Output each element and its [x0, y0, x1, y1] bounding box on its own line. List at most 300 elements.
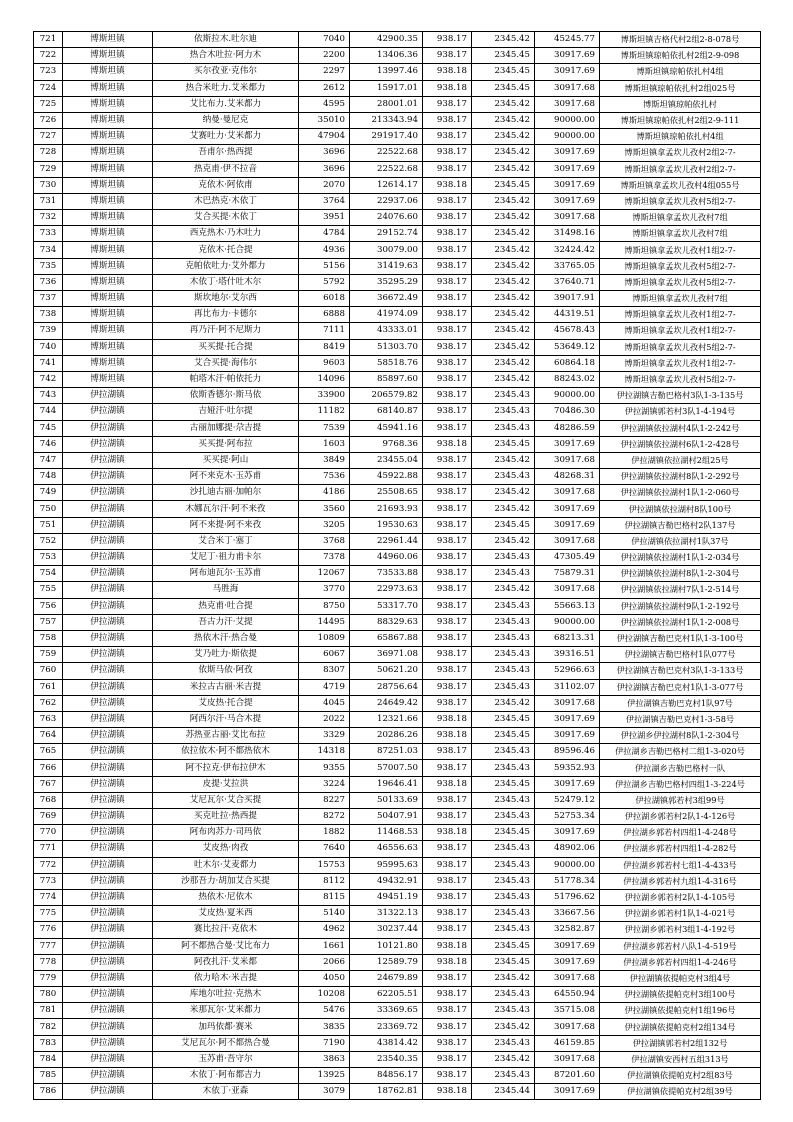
fee-cell: 2345.45	[472, 938, 535, 954]
total-cell: 52966.63	[535, 663, 600, 679]
total-cell: 30917.69	[535, 177, 600, 193]
amount-cell: 19646.41	[350, 776, 423, 792]
total-cell: 46159.85	[535, 1035, 600, 1051]
town-cell: 伊拉湖镇	[63, 663, 153, 679]
fee-cell: 2345.43	[472, 420, 535, 436]
row-number: 754	[34, 566, 63, 582]
town-cell: 伊拉湖镇	[63, 744, 153, 760]
address-cell: 博斯坦镇拿孟坎儿孜村2组2-7-	[600, 161, 761, 177]
name-cell: 克依木·阿依甫	[153, 177, 299, 193]
amount-cell: 206579.82	[350, 388, 423, 404]
subsidy-cell: 938.17	[423, 663, 472, 679]
subsidy-cell: 938.17	[423, 970, 472, 986]
row-number: 782	[34, 1019, 63, 1035]
table-row	[34, 663, 761, 679]
subsidy-cell: 938.17	[423, 307, 472, 323]
town-cell: 博斯坦镇	[63, 323, 153, 339]
amount-cell: 18762.81	[350, 1084, 423, 1100]
area-cell: 3205	[299, 517, 350, 533]
total-cell: 30917.69	[535, 938, 600, 954]
name-cell: 阿孜扎汗·艾米都	[153, 954, 299, 970]
name-cell: 古丽加娜提·尕吉提	[153, 420, 299, 436]
area-cell: 2297	[299, 64, 350, 80]
row-number: 769	[34, 809, 63, 825]
subsidy-cell: 938.17	[423, 744, 472, 760]
area-cell: 3696	[299, 145, 350, 161]
town-cell: 博斯坦镇	[63, 177, 153, 193]
total-cell: 30917.69	[535, 728, 600, 744]
area-cell: 33900	[299, 388, 350, 404]
name-cell: 皮提·艾拉洪	[153, 776, 299, 792]
total-cell: 30917.69	[535, 517, 600, 533]
fee-cell: 2345.44	[472, 1084, 535, 1100]
subsidy-cell: 938.17	[423, 1051, 472, 1067]
row-number: 780	[34, 987, 63, 1003]
row-number: 757	[34, 614, 63, 630]
address-cell: 伊拉湖乡郭若村四组1-4-248号	[600, 825, 761, 841]
area-cell: 3079	[299, 1084, 350, 1100]
area-cell: 1661	[299, 938, 350, 954]
name-cell: 艾皮热·夏米西	[153, 906, 299, 922]
total-cell: 30917.68	[535, 970, 600, 986]
fee-cell: 2345.42	[472, 242, 535, 258]
address-cell: 伊拉湖镇依提帕克村1组196号	[600, 1003, 761, 1019]
table-row	[34, 371, 761, 387]
area-cell: 5156	[299, 258, 350, 274]
area-cell: 7040	[299, 32, 350, 48]
total-cell: 51796.62	[535, 889, 600, 905]
subsidy-cell: 938.17	[423, 274, 472, 290]
fee-cell: 2345.42	[472, 1051, 535, 1067]
name-cell: 赛比拉汗·克依木	[153, 922, 299, 938]
area-cell: 8227	[299, 792, 350, 808]
row-number: 748	[34, 469, 63, 485]
area-cell: 6067	[299, 647, 350, 663]
amount-cell: 20286.26	[350, 728, 423, 744]
table-row	[34, 550, 761, 566]
total-cell: 68213.31	[535, 630, 600, 646]
subsidy-cell: 938.18	[423, 954, 472, 970]
address-cell: 伊拉湖镇吉勒巴克村1队1-3-077号	[600, 679, 761, 695]
town-cell: 博斯坦镇	[63, 258, 153, 274]
name-cell: 木依丁·亚森	[153, 1084, 299, 1100]
town-cell: 博斯坦镇	[63, 274, 153, 290]
town-cell: 伊拉湖镇	[63, 1035, 153, 1051]
table-row	[34, 970, 761, 986]
row-number: 751	[34, 517, 63, 533]
row-number: 762	[34, 695, 63, 711]
table-row	[34, 792, 761, 808]
row-number: 750	[34, 501, 63, 517]
amount-cell: 24649.42	[350, 695, 423, 711]
address-cell: 伊拉湖镇依拉湖村1队1-2-008号	[600, 614, 761, 630]
name-cell: 米那瓦尔·艾米都力	[153, 1003, 299, 1019]
address-cell: 博斯坦镇吉格代村2组2-8-078号	[600, 32, 761, 48]
subsidy-cell: 938.17	[423, 469, 472, 485]
subsidy-cell: 938.17	[423, 129, 472, 145]
name-cell: 艾合米丁·塞丁	[153, 533, 299, 549]
amount-cell: 13997.46	[350, 64, 423, 80]
fee-cell: 2345.42	[472, 339, 535, 355]
name-cell: 玉苏甫·吾守尔	[153, 1051, 299, 1067]
name-cell: 苏热亚古丽·艾比布拉	[153, 728, 299, 744]
subsidy-cell: 938.17	[423, 889, 472, 905]
address-cell: 伊拉湖镇安西村五组313号	[600, 1051, 761, 1067]
area-cell: 2022	[299, 711, 350, 727]
row-number: 724	[34, 80, 63, 96]
fee-cell: 2345.43	[472, 566, 535, 582]
table-row	[34, 679, 761, 695]
total-cell: 30917.68	[535, 80, 600, 96]
name-cell: 买克吐拉·热西提	[153, 809, 299, 825]
total-cell: 30917.69	[535, 48, 600, 64]
town-cell: 博斯坦镇	[63, 161, 153, 177]
table-row	[34, 841, 761, 857]
data-sheet	[33, 31, 760, 1100]
address-cell: 博斯坦镇琼帕依扎村	[600, 96, 761, 112]
area-cell: 10208	[299, 987, 350, 1003]
name-cell: 纳曼·曼尼克	[153, 112, 299, 128]
town-cell: 博斯坦镇	[63, 307, 153, 323]
total-cell: 30917.69	[535, 193, 600, 209]
name-cell: 库地尔吐拉·克热木	[153, 987, 299, 1003]
name-cell: 买买提·托合提	[153, 339, 299, 355]
name-cell: 西克热木·乃木吐力	[153, 226, 299, 242]
address-cell: 伊拉湖乡吉勒巴格村四组1-3-224号	[600, 776, 761, 792]
total-cell: 39017.91	[535, 291, 600, 307]
table-row	[34, 630, 761, 646]
name-cell: 热克甫·伊不拉音	[153, 161, 299, 177]
total-cell: 52479.12	[535, 792, 600, 808]
fee-cell: 2345.42	[472, 1019, 535, 1035]
area-cell: 3835	[299, 1019, 350, 1035]
amount-cell: 12614.17	[350, 177, 423, 193]
address-cell: 博斯坦镇拿孟坎儿孜村7组	[600, 291, 761, 307]
subsidy-cell: 938.17	[423, 1068, 472, 1084]
name-cell: 米拉古古丽·米吉提	[153, 679, 299, 695]
address-cell: 博斯坦镇拿孟坎儿孜村7组	[600, 210, 761, 226]
total-cell: 33667.56	[535, 906, 600, 922]
amount-cell: 19530.63	[350, 517, 423, 533]
fee-cell: 2345.43	[472, 809, 535, 825]
town-cell: 伊拉湖镇	[63, 452, 153, 468]
amount-cell: 15917.01	[350, 80, 423, 96]
name-cell: 买买提·阿山	[153, 452, 299, 468]
table-row	[34, 193, 761, 209]
amount-cell: 49432.91	[350, 873, 423, 889]
table-row	[34, 598, 761, 614]
total-cell: 30917.69	[535, 954, 600, 970]
table-row	[34, 64, 761, 80]
table-row	[34, 210, 761, 226]
name-cell: 依力哈木·米吉提	[153, 970, 299, 986]
fee-cell: 2345.45	[472, 825, 535, 841]
address-cell: 伊拉湖乡吉勒巴格村一队	[600, 760, 761, 776]
area-cell: 14318	[299, 744, 350, 760]
address-cell: 伊拉湖镇吉勒巴克村1队1-3-100号	[600, 630, 761, 646]
amount-cell: 9768.36	[350, 436, 423, 452]
total-cell: 52753.34	[535, 809, 600, 825]
fee-cell: 2345.45	[472, 517, 535, 533]
total-cell: 90000.00	[535, 112, 600, 128]
subsidy-cell: 938.17	[423, 1003, 472, 1019]
amount-cell: 50407.91	[350, 809, 423, 825]
table-row	[34, 258, 761, 274]
town-cell: 伊拉湖镇	[63, 1068, 153, 1084]
town-cell: 伊拉湖镇	[63, 582, 153, 598]
town-cell: 伊拉湖镇	[63, 566, 153, 582]
table-row	[34, 760, 761, 776]
subsidy-cell: 938.17	[423, 48, 472, 64]
row-number: 767	[34, 776, 63, 792]
subsidy-cell: 938.18	[423, 825, 472, 841]
fee-cell: 2345.42	[472, 501, 535, 517]
table-row	[34, 388, 761, 404]
row-number: 783	[34, 1035, 63, 1051]
table-row	[34, 695, 761, 711]
town-cell: 伊拉湖镇	[63, 873, 153, 889]
fee-cell: 2345.43	[472, 792, 535, 808]
fee-cell: 2345.43	[472, 922, 535, 938]
address-cell: 伊拉湖镇依拉湖村1队1-2-034号	[600, 550, 761, 566]
subsidy-cell: 938.17	[423, 630, 472, 646]
row-number: 779	[34, 970, 63, 986]
address-cell: 伊拉湖镇依提帕克村3组100号	[600, 987, 761, 1003]
subsidy-cell: 938.17	[423, 193, 472, 209]
total-cell: 30917.69	[535, 161, 600, 177]
fee-cell: 2345.42	[472, 226, 535, 242]
fee-cell: 2345.45	[472, 177, 535, 193]
subsidy-cell: 938.17	[423, 210, 472, 226]
fee-cell: 2345.43	[472, 873, 535, 889]
amount-cell: 58518.76	[350, 355, 423, 371]
table-row	[34, 274, 761, 290]
row-number: 784	[34, 1051, 63, 1067]
name-cell: 艾合买提·木依丁	[153, 210, 299, 226]
name-cell: 加玛依都·赛米	[153, 1019, 299, 1035]
town-cell: 伊拉湖镇	[63, 938, 153, 954]
total-cell: 90000.00	[535, 129, 600, 145]
subsidy-cell: 938.17	[423, 258, 472, 274]
town-cell: 博斯坦镇	[63, 339, 153, 355]
fee-cell: 2345.45	[472, 64, 535, 80]
area-cell: 8272	[299, 809, 350, 825]
table-row	[34, 1003, 761, 1019]
row-number: 745	[34, 420, 63, 436]
total-cell: 87201.60	[535, 1068, 600, 1084]
name-cell: 艾尼瓦尔·阿不都热合曼	[153, 1035, 299, 1051]
table-row	[34, 1019, 761, 1035]
table-row	[34, 954, 761, 970]
town-cell: 伊拉湖镇	[63, 469, 153, 485]
town-cell: 博斯坦镇	[63, 210, 153, 226]
row-number: 763	[34, 711, 63, 727]
subsidy-cell: 938.17	[423, 501, 472, 517]
row-number: 765	[34, 744, 63, 760]
table-row	[34, 129, 761, 145]
subsidy-cell: 938.17	[423, 679, 472, 695]
fee-cell: 2345.42	[472, 274, 535, 290]
name-cell: 再乃汗·阿不尼斯力	[153, 323, 299, 339]
fee-cell: 2345.42	[472, 32, 535, 48]
table-row	[34, 177, 761, 193]
town-cell: 伊拉湖镇	[63, 614, 153, 630]
name-cell: 木巴热克·木依丁	[153, 193, 299, 209]
row-number: 755	[34, 582, 63, 598]
amount-cell: 23455.04	[350, 452, 423, 468]
total-cell: 48268.31	[535, 469, 600, 485]
total-cell: 30917.69	[535, 776, 600, 792]
town-cell: 博斯坦镇	[63, 64, 153, 80]
area-cell: 11182	[299, 404, 350, 420]
address-cell: 博斯坦镇拿孟坎儿孜村1组2-7-	[600, 242, 761, 258]
fee-cell: 2345.45	[472, 711, 535, 727]
address-cell: 伊拉湖乡伊拉湖村8队1-2-304号	[600, 728, 761, 744]
town-cell: 伊拉湖镇	[63, 760, 153, 776]
area-cell: 47904	[299, 129, 350, 145]
fee-cell: 2345.42	[472, 355, 535, 371]
fee-cell: 2345.42	[472, 112, 535, 128]
name-cell: 热克甫·吐合提	[153, 598, 299, 614]
fee-cell: 2345.45	[472, 48, 535, 64]
amount-cell: 31322.13	[350, 906, 423, 922]
town-cell: 伊拉湖镇	[63, 420, 153, 436]
amount-cell: 43814.42	[350, 1035, 423, 1051]
fee-cell: 2345.45	[472, 728, 535, 744]
fee-cell: 2345.43	[472, 550, 535, 566]
total-cell: 31102.07	[535, 679, 600, 695]
name-cell: 吾甫尔·热西提	[153, 145, 299, 161]
total-cell: 30917.68	[535, 210, 600, 226]
name-cell: 沙那吾力·胡加艾合买提	[153, 873, 299, 889]
area-cell: 4784	[299, 226, 350, 242]
row-number: 744	[34, 404, 63, 420]
row-number: 781	[34, 1003, 63, 1019]
area-cell: 3224	[299, 776, 350, 792]
area-cell: 7111	[299, 323, 350, 339]
address-cell: 伊拉湖乡郭若村四组1-4-282号	[600, 841, 761, 857]
area-cell: 3863	[299, 1051, 350, 1067]
town-cell: 伊拉湖镇	[63, 987, 153, 1003]
table-row	[34, 922, 761, 938]
total-cell: 89596.46	[535, 744, 600, 760]
area-cell: 4595	[299, 96, 350, 112]
area-cell: 1603	[299, 436, 350, 452]
address-cell: 伊拉湖乡吉勒巴格村二组1-3-020号	[600, 744, 761, 760]
table-row	[34, 1084, 761, 1100]
table-row	[34, 469, 761, 485]
name-cell: 依斯香德尔·斯马依	[153, 388, 299, 404]
address-cell: 博斯坦镇拿孟坎儿孜村5组2-7-	[600, 193, 761, 209]
address-cell: 伊拉湖镇依拉湖村8队1-2-292号	[600, 469, 761, 485]
amount-cell: 12589.79	[350, 954, 423, 970]
subsidy-cell: 938.17	[423, 112, 472, 128]
address-cell: 伊拉湖镇吉勒巴格村2队137号	[600, 517, 761, 533]
amount-cell: 22522.68	[350, 161, 423, 177]
table-row	[34, 906, 761, 922]
area-cell: 2070	[299, 177, 350, 193]
name-cell: 克依木·托合提	[153, 242, 299, 258]
total-cell: 59352.93	[535, 760, 600, 776]
fee-cell: 2345.42	[472, 307, 535, 323]
amount-cell: 68140.87	[350, 404, 423, 420]
amount-cell: 23540.35	[350, 1051, 423, 1067]
amount-cell: 35295.29	[350, 274, 423, 290]
row-number: 759	[34, 647, 63, 663]
amount-cell: 25508.65	[350, 485, 423, 501]
area-cell: 7536	[299, 469, 350, 485]
table-row	[34, 307, 761, 323]
table-row	[34, 1068, 761, 1084]
address-cell: 博斯坦镇拿孟坎儿孜村1组2-7-	[600, 307, 761, 323]
address-cell: 伊拉湖乡郭若村七组1-4-433号	[600, 857, 761, 873]
subsidy-cell: 938.17	[423, 339, 472, 355]
subsidy-cell: 938.17	[423, 242, 472, 258]
total-cell: 39316.51	[535, 647, 600, 663]
amount-cell: 53317.70	[350, 598, 423, 614]
address-cell: 伊拉湖镇依拉湖村6队1-2-428号	[600, 436, 761, 452]
address-cell: 伊拉湖镇吉勒巴克村1队97号	[600, 695, 761, 711]
row-number: 738	[34, 307, 63, 323]
area-cell: 15753	[299, 857, 350, 873]
amount-cell: 41974.09	[350, 307, 423, 323]
subsidy-cell: 938.17	[423, 452, 472, 468]
name-cell: 艾尼丁·祖力甫卡尔	[153, 550, 299, 566]
fee-cell: 2345.42	[472, 210, 535, 226]
fee-cell: 2345.42	[472, 291, 535, 307]
address-cell: 伊拉湖镇依提帕克村2组134号	[600, 1019, 761, 1035]
area-cell: 6018	[299, 291, 350, 307]
amount-cell: 11468.53	[350, 825, 423, 841]
fee-cell: 2345.43	[472, 744, 535, 760]
row-number: 776	[34, 922, 63, 938]
row-number: 775	[34, 906, 63, 922]
name-cell: 艾皮热·托合提	[153, 695, 299, 711]
subsidy-cell: 938.17	[423, 841, 472, 857]
fee-cell: 2345.42	[472, 695, 535, 711]
table-row	[34, 291, 761, 307]
area-cell: 4050	[299, 970, 350, 986]
fee-cell: 2345.43	[472, 1035, 535, 1051]
fee-cell: 2345.42	[472, 96, 535, 112]
address-cell: 伊拉湖镇郭若村3队1-4-194号	[600, 404, 761, 420]
total-cell: 30917.69	[535, 436, 600, 452]
town-cell: 伊拉湖镇	[63, 598, 153, 614]
fee-cell: 2345.42	[472, 533, 535, 549]
total-cell: 30917.69	[535, 711, 600, 727]
amount-cell: 73533.88	[350, 566, 423, 582]
row-number: 786	[34, 1084, 63, 1100]
total-cell: 30917.68	[535, 1051, 600, 1067]
table-row	[34, 112, 761, 128]
fee-cell: 2345.43	[472, 841, 535, 857]
town-cell: 伊拉湖镇	[63, 1084, 153, 1100]
subsidy-cell: 938.17	[423, 987, 472, 1003]
table-row	[34, 873, 761, 889]
address-cell: 伊拉湖镇依拉湖村1队37号	[600, 533, 761, 549]
row-number: 729	[34, 161, 63, 177]
town-cell: 伊拉湖镇	[63, 1003, 153, 1019]
address-cell: 伊拉湖镇依拉湖村4队1-2-242号	[600, 420, 761, 436]
town-cell: 伊拉湖镇	[63, 970, 153, 986]
total-cell: 30917.68	[535, 485, 600, 501]
row-number: 722	[34, 48, 63, 64]
fee-cell: 2345.43	[472, 1003, 535, 1019]
amount-cell: 50621.20	[350, 663, 423, 679]
address-cell: 伊拉湖镇依拉湖村2组25号	[600, 452, 761, 468]
fee-cell: 2345.43	[472, 857, 535, 873]
row-number: 723	[34, 64, 63, 80]
